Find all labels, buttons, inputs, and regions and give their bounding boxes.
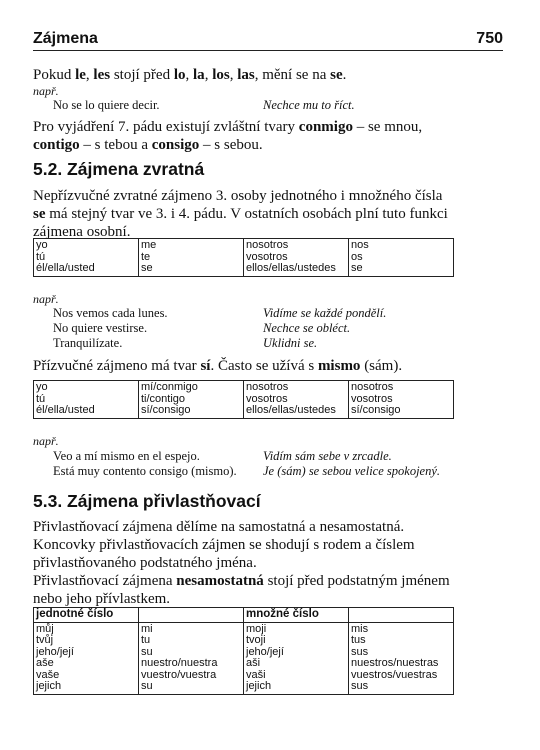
table-cell: yo tú él/ella/usted bbox=[34, 239, 139, 277]
table-cell: yo tú él/ella/usted bbox=[34, 381, 139, 419]
rule-le-les: Pokud le, les stojí před lo, la, los, las, mění se na se. bbox=[33, 67, 347, 83]
table-cell: množné číslo bbox=[244, 608, 349, 623]
possessive-line2: Koncovky přivlastňovacích zájmen se shodují s rodem a číslem bbox=[33, 537, 415, 553]
reflexive-table-stressed bbox=[33, 380, 454, 419]
rule-conmigo-line2: contigo – s tebou a consigo – s sebou. bbox=[33, 137, 263, 153]
page-number: 750 bbox=[476, 30, 503, 47]
example-list bbox=[33, 449, 503, 481]
table-cell: nosotros vosotros ellos/ellas/ustedes bbox=[244, 381, 349, 419]
possessive-line3: přivlastňovaného podstatného jména. bbox=[33, 555, 257, 571]
table-cell: mi tu su nuestro/nuestra vuestro/vuestra su bbox=[139, 622, 244, 694]
possessive2-line2: nebo jeho přívlastkem. bbox=[33, 591, 171, 607]
example-spanish: Está muy contento consigo (mismo). bbox=[53, 464, 237, 478]
rule-conmigo bbox=[33, 118, 503, 154]
section-heading-5-3: 5.3. Zájmena přivlastňovací bbox=[33, 491, 261, 511]
table-cell: me te se bbox=[139, 239, 244, 277]
example-label: např. bbox=[33, 434, 59, 448]
table-row bbox=[34, 622, 454, 694]
example-spanish: No se lo quiere decir. bbox=[53, 98, 160, 112]
table-cell: moji tvoji jeho/její aši vaši jejich bbox=[244, 622, 349, 694]
table-cell bbox=[349, 608, 454, 623]
table-cell: můj tvůj jeho/její aše vaše jejich bbox=[34, 622, 139, 694]
table-row bbox=[34, 381, 454, 419]
table-row bbox=[34, 239, 454, 277]
example-spanish: Tranquilízate. bbox=[53, 336, 123, 350]
example-czech: Uklidni se. bbox=[263, 336, 318, 350]
example-spanish: No quiere vestirse. bbox=[53, 321, 148, 335]
stressed-paragraph: Přízvučné zájmeno má tvar sí. Často se užívá s mismo (sám). bbox=[33, 358, 403, 374]
example-row bbox=[33, 98, 503, 113]
table-cell: mis tus sus nuestros/nuestras vuestros/vuestras sus bbox=[349, 622, 454, 694]
table-cell: nosotros vosotros ellos/ellas/ustedes bbox=[244, 239, 349, 277]
reflexive-line2: se má stejný tvar ve 3. i 4. pádu. V ostatních osobách plní tuto funkci bbox=[33, 206, 448, 222]
table-cell: mí/conmigo ti/contigo sí/consigo bbox=[139, 381, 244, 419]
example-czech: Vidím sám sebe v zrcadle. bbox=[263, 449, 392, 463]
reflexive-line3: zájmena osobní. bbox=[33, 224, 131, 240]
reflexive-table-unstressed bbox=[33, 238, 454, 277]
possessive2-line1: Přivlastňovací zájmena nesamostatná stojí před podstatným jménem bbox=[33, 573, 450, 589]
possessive-line1: Přivlastňovací zájmena dělíme na samostatná a nesamostatná. bbox=[33, 519, 405, 535]
table-cell: nosotros vosotros sí/consigo bbox=[349, 381, 454, 419]
reflexive-line1: Nepřízvučné zvratné zájmeno 3. osoby jednotného i množného čísla bbox=[33, 188, 443, 204]
possessive-paragraph-2 bbox=[33, 572, 503, 608]
running-header bbox=[33, 28, 503, 51]
example-list bbox=[33, 306, 503, 351]
reflexive-paragraph bbox=[33, 187, 503, 241]
table-cell: nos os se bbox=[349, 239, 454, 277]
example-label: např. bbox=[33, 84, 59, 98]
section-heading-5-2: 5.2. Zájmena zvratná bbox=[33, 159, 205, 179]
table-cell bbox=[139, 608, 244, 623]
example-czech: Je (sám) se sebou velice spokojený. bbox=[263, 464, 441, 478]
possessive-table bbox=[33, 607, 454, 695]
example-czech: Nechce mu to říct. bbox=[263, 98, 355, 112]
table-cell: jednotné číslo bbox=[34, 608, 139, 623]
rule-conmigo-line1: Pro vyjádření 7. pádu existují zvláštní tvary conmigo – se mnou, bbox=[33, 119, 423, 135]
table-header-row bbox=[34, 608, 454, 623]
example-label: např. bbox=[33, 292, 59, 306]
example-spanish: Nos vemos cada lunes. bbox=[53, 306, 168, 320]
example-spanish: Veo a mí mismo en el espejo. bbox=[53, 449, 200, 463]
example-czech: Vidíme se každé pondělí. bbox=[263, 306, 387, 320]
header-title: Zájmena bbox=[33, 30, 98, 47]
possessive-paragraph bbox=[33, 518, 503, 572]
example-czech: Nechce se obléct. bbox=[263, 321, 351, 335]
